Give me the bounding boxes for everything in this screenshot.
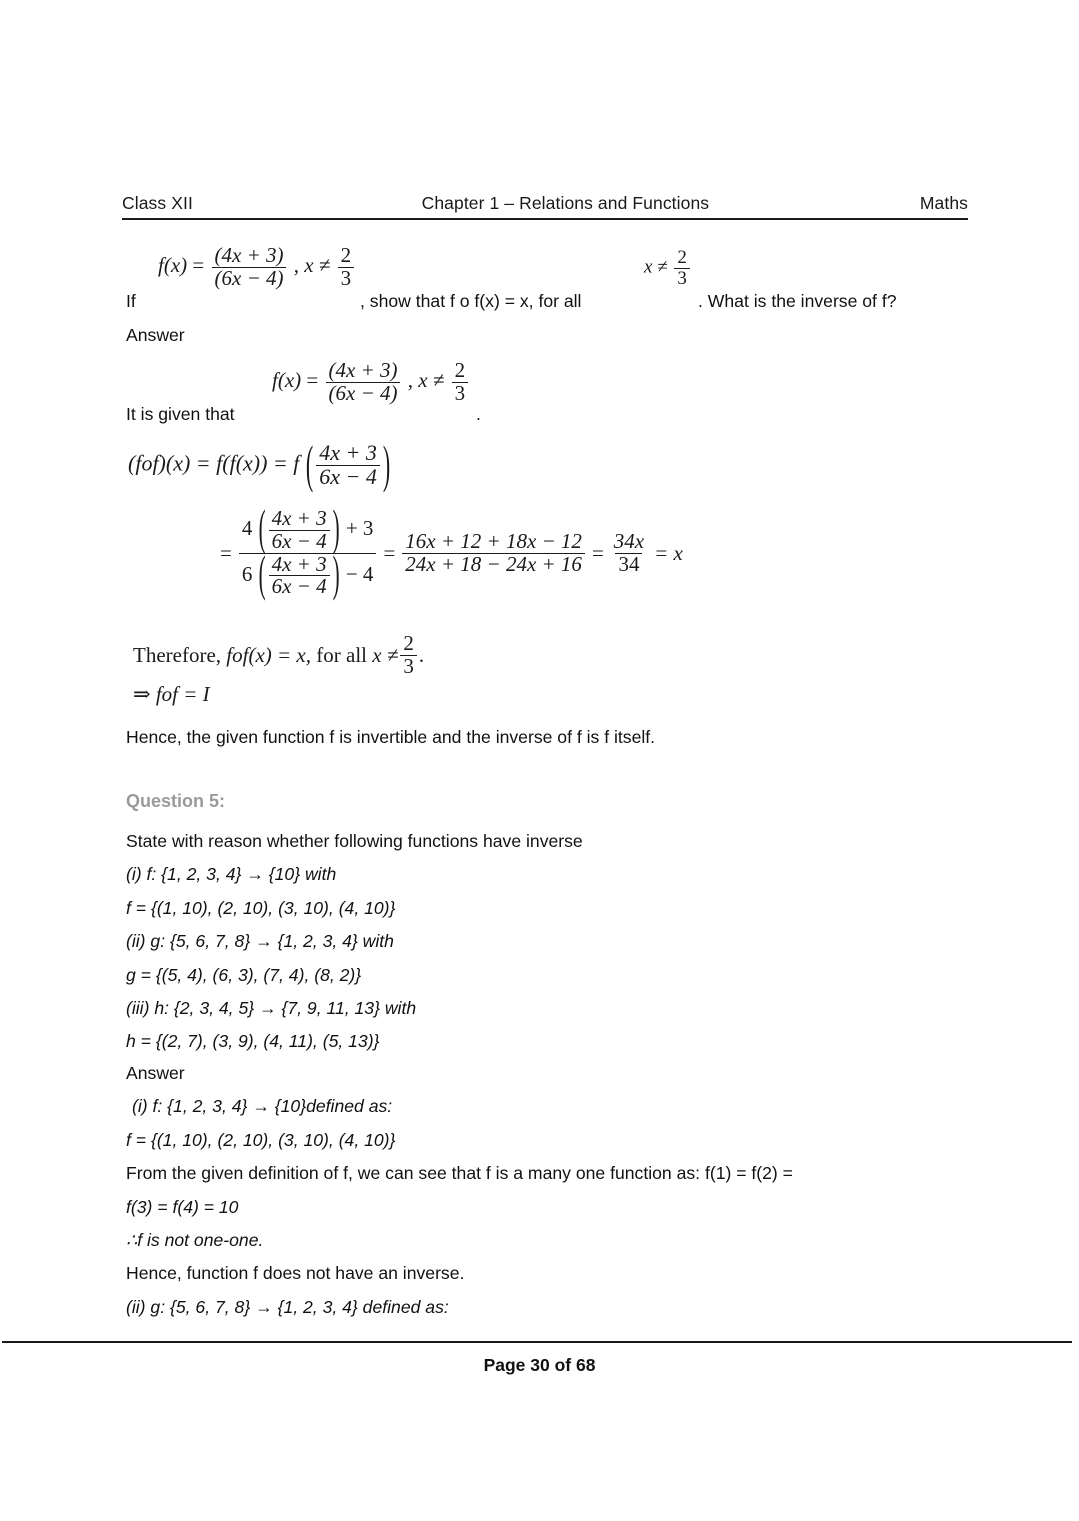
equation-implies-fof-identity: ⇒ fof = I	[133, 682, 210, 706]
fraction-inner-argument	[316, 442, 380, 489]
equation-composition	[128, 434, 391, 494]
right-paren-icon-den: )	[332, 545, 340, 603]
q5-answer-line-0: (i) f: {1, 2, 3, 4} → {10}defined as:	[132, 1096, 393, 1117]
numerator-coefficient: 4	[241, 516, 253, 541]
x-not-equal-3: x ≠	[418, 368, 445, 393]
two-numerator-3: 2	[454, 358, 466, 382]
denominator-inner-fraction	[269, 551, 330, 599]
num-inner-denominator: 6x − 4	[269, 530, 330, 553]
q4-conclusion-text: Hence, the given function f is invertible and the inverse of f is f itself.	[126, 727, 656, 747]
period-after-formula: .	[476, 404, 481, 424]
derivation-result: = x	[654, 540, 683, 565]
q5-answer-line-1: f = {(1, 10), (2, 10), (3, 10), (4, 10)}	[126, 1129, 396, 1150]
equation-x-condition	[644, 248, 692, 289]
x-not-equal-2: x ≠	[644, 256, 668, 278]
header-chapter-title: Chapter 1 – Relations and Functions	[421, 193, 710, 213]
fraction-numerator-2: (4x + 3)	[328, 358, 398, 382]
fraction-two-thirds-3	[452, 360, 469, 405]
fraction-numerator: (4x + 3)	[214, 243, 284, 267]
equation-derivation	[215, 499, 688, 603]
left-paren-icon: (	[305, 434, 314, 494]
two-numerator-2: 2	[677, 247, 687, 268]
left-paren-icon-den: (	[258, 545, 266, 603]
therefore-fof: fof	[226, 642, 249, 667]
equation-f-definition	[158, 245, 356, 290]
denominator-paren-group	[258, 545, 341, 603]
three-denominator-2: 3	[674, 268, 690, 289]
three-denominator: 3	[338, 267, 355, 290]
fraction-denominator-2: (6x − 4)	[326, 382, 401, 405]
therefore-two: 2	[403, 631, 414, 655]
given-statement	[126, 360, 966, 430]
den-inner-denominator: 6x − 4	[269, 575, 330, 598]
question5-heading: Question 5:	[126, 791, 226, 811]
equation-f-definition-2	[272, 360, 470, 405]
left-paren-icon-num: (	[258, 499, 266, 557]
fraction-denominator: (6x − 4)	[212, 267, 287, 290]
numerator-tail: + 3	[345, 516, 374, 541]
q5-answer-label: Answer	[126, 1063, 185, 1083]
therefore-of-x: (x) = x,	[248, 642, 312, 667]
inner-numerator: 4x + 3	[319, 440, 377, 465]
den-inner-numerator: 4x + 3	[271, 551, 327, 576]
q5-answer-line-6: (ii) g: {5, 6, 7, 8} → {1, 2, 3, 4} defined as:	[126, 1296, 449, 1317]
f-of-x-label: f(x)	[158, 253, 188, 278]
q5-answer-line-3: f(3) = f(4) = 10	[126, 1196, 239, 1217]
equation-therefore	[133, 633, 424, 678]
q5-line-1: (i) f: {1, 2, 3, 4} → {10} with	[126, 864, 337, 885]
page-number-footer: Page 30 of 68	[483, 1355, 596, 1375]
q5-line-5: (iii) h: {2, 3, 4, 5} → {7, 9, 11, 13} with	[126, 998, 417, 1019]
therefore-three: 3	[400, 655, 417, 678]
page-header	[122, 193, 968, 220]
therefore-period: .	[418, 642, 425, 667]
simplified-fraction	[611, 528, 647, 576]
expanded-denominator: 24x + 18 − 24x + 16	[402, 553, 585, 576]
two-numerator: 2	[340, 243, 352, 267]
equals-sign: =	[192, 253, 205, 278]
q5-line-4: g = {(5, 4), (6, 3), (7, 4), (8, 2)}	[126, 964, 362, 985]
numerator-inner-fraction	[269, 508, 330, 553]
q5-line-3: (ii) g: {5, 6, 7, 8} → {1, 2, 3, 4} with	[126, 931, 394, 952]
question5-body	[126, 825, 976, 1059]
question4-prompt	[126, 245, 966, 320]
compound-denominator	[239, 545, 377, 603]
q5-answer-line-5: Hence, function f does not have an inverse.	[126, 1263, 465, 1284]
fraction-two-thirds-2	[674, 248, 690, 289]
x-not-equal: x ≠	[304, 253, 331, 278]
denominator-coefficient: 6	[241, 561, 253, 586]
therefore-fraction-two-thirds	[400, 633, 417, 678]
derivation-equals-2: =	[383, 540, 396, 565]
therefore-forall: for all	[316, 642, 367, 667]
q5-answer-line-2: From the given definition of f, we can see that f is a many one function as: f(1) = f(2) =	[126, 1163, 793, 1184]
derivation-equals-1: =	[220, 540, 232, 565]
footer-divider	[2, 1341, 1072, 1343]
expanded-numerator: 16x + 12 + 18x − 12	[405, 528, 582, 553]
if-word: If	[126, 291, 136, 311]
therefore-prefix: Therefore,	[133, 642, 222, 667]
equals-sign-2: =	[306, 368, 319, 393]
fraction-4x3-over-6x4-2	[326, 360, 401, 405]
f-of-x-label-2: f(x)	[272, 368, 302, 393]
comma-separator-2: ,	[407, 368, 413, 393]
derivation-equals-3: =	[591, 540, 604, 565]
right-paren-icon-num: )	[332, 499, 340, 557]
show-that-text: , show that f o f(x) = x, for all	[360, 291, 582, 311]
comma-separator: ,	[293, 253, 299, 278]
simplified-denominator: 34	[615, 553, 642, 576]
denominator-tail: − 4	[345, 561, 374, 586]
inner-denominator: 6x − 4	[316, 465, 380, 489]
three-denominator-3: 3	[452, 382, 469, 405]
what-is-inverse-text: . What is the inverse of f?	[698, 291, 897, 311]
q5-line-6: h = {(2, 7), (3, 9), (4, 11), (5, 13)}	[126, 1031, 380, 1052]
header-divider	[122, 218, 968, 220]
q5-answer-line-4: ∴f is not one-one.	[126, 1230, 264, 1251]
fraction-two-thirds	[338, 245, 355, 290]
q5-line-2: f = {(1, 10), (2, 10), (3, 10), (4, 10)}	[126, 897, 396, 918]
right-paren-icon: )	[382, 434, 391, 494]
big-parentheses-group	[305, 434, 391, 494]
composition-lhs: (fof)(x) = f(f(x)) = f	[128, 450, 300, 476]
num-inner-numerator: 4x + 3	[271, 506, 327, 530]
it-is-given-that-text: It is given that	[126, 404, 235, 424]
header-subject-label: Maths	[919, 193, 968, 213]
expanded-fraction	[402, 528, 585, 576]
compound-fraction	[239, 499, 377, 603]
therefore-x-neq: x ≠	[372, 642, 399, 667]
header-row	[122, 193, 968, 214]
question5-answer-body	[126, 1057, 966, 1324]
header-class-label: Class XII	[122, 193, 193, 213]
simplified-numerator: 34x	[613, 528, 645, 553]
answer-label-q4: Answer	[126, 325, 185, 345]
numerator-paren-group	[258, 499, 341, 557]
fraction-4x3-over-6x4	[212, 245, 287, 290]
q5-line-0: State with reason whether following functions have inverse	[126, 831, 583, 851]
